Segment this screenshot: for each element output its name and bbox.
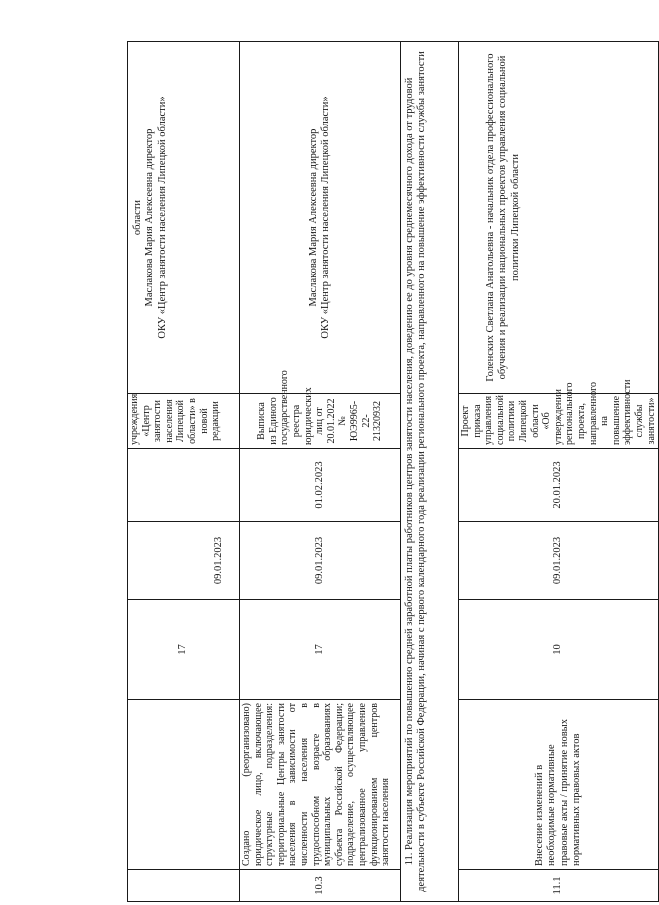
cell-end-date — [128, 449, 240, 522]
responsible-person: Маслакова Мария Алексеевна директор ОКУ «Центр занятости населения Липецкой области» — [240, 42, 401, 394]
cell-start-date: 09.01.2023 — [128, 522, 240, 600]
indicator-count: 17 — [240, 600, 401, 700]
section-heading: 11. Реализация мероприятий по повышению средней заработной платы работников центров занятости населения, доведению ее до уровня среднемесячного дохода от трудовой деятельности в субъекте Российской Федерации, начиная с первого календарного года реализации регионального проекта, направленного на повышение эффективности службы занятости — [401, 42, 459, 902]
table-row-continued — [128, 42, 240, 902]
result-document: Проект приказа управления социальной политики Липецкой области «Об утверждении регионального проекта, направленного на повышение эффективности службы занятости» — [459, 394, 659, 449]
end-date: 20.01.2023 — [459, 449, 659, 522]
row-number: 11.1 — [459, 870, 659, 902]
result-document: Выписка из Единого государственного реестра юридических лиц от 20.01.2022 № ЮЭ9965-22-21320932 — [240, 394, 401, 449]
end-date: 01.02.2023 — [240, 449, 401, 522]
section-row-11 — [401, 42, 459, 902]
event-description: Создано (реорганизовано) юридическое лицо, включающее структурные подразделения: территориальные Центры занятости населения в зависимости от численности населения в трудоспособном возрасте в муниципальных образованиях субъекта Российской Федерации; подразделение, осуществляющее централизованное управление функционированием центров занятости населения — [240, 700, 401, 870]
table-row-11-1 — [459, 42, 659, 902]
cell-num — [128, 870, 240, 902]
table-row-10-3 — [240, 42, 401, 902]
start-date: 09.01.2023 — [240, 522, 401, 600]
cell-event — [128, 700, 240, 870]
responsible-person: Голенских Светлана Анатольевна - начальник отдела профессионального обучения и реализации национальных проектов управления социальной политики Липецкой области — [459, 42, 659, 394]
cell-count: 17 — [128, 600, 240, 700]
plan-table — [127, 41, 659, 902]
event-description: Внесение изменений в необходимые нормативные правовые акты / принятие новых нормативных правовых актов — [459, 700, 659, 870]
cell-responsible: области Маслакова Мария Алексеевна директор ОКУ «Центр занятости населения Липецкой области» — [128, 42, 240, 394]
cell-document: учреждения «Центр занятости населения Липецкой области» в новой редакции — [128, 394, 240, 449]
rotated-table-container — [127, 42, 657, 902]
start-date: 09.01.2023 — [459, 522, 659, 600]
row-number: 10.3 — [240, 870, 401, 902]
indicator-count: 10 — [459, 600, 659, 700]
